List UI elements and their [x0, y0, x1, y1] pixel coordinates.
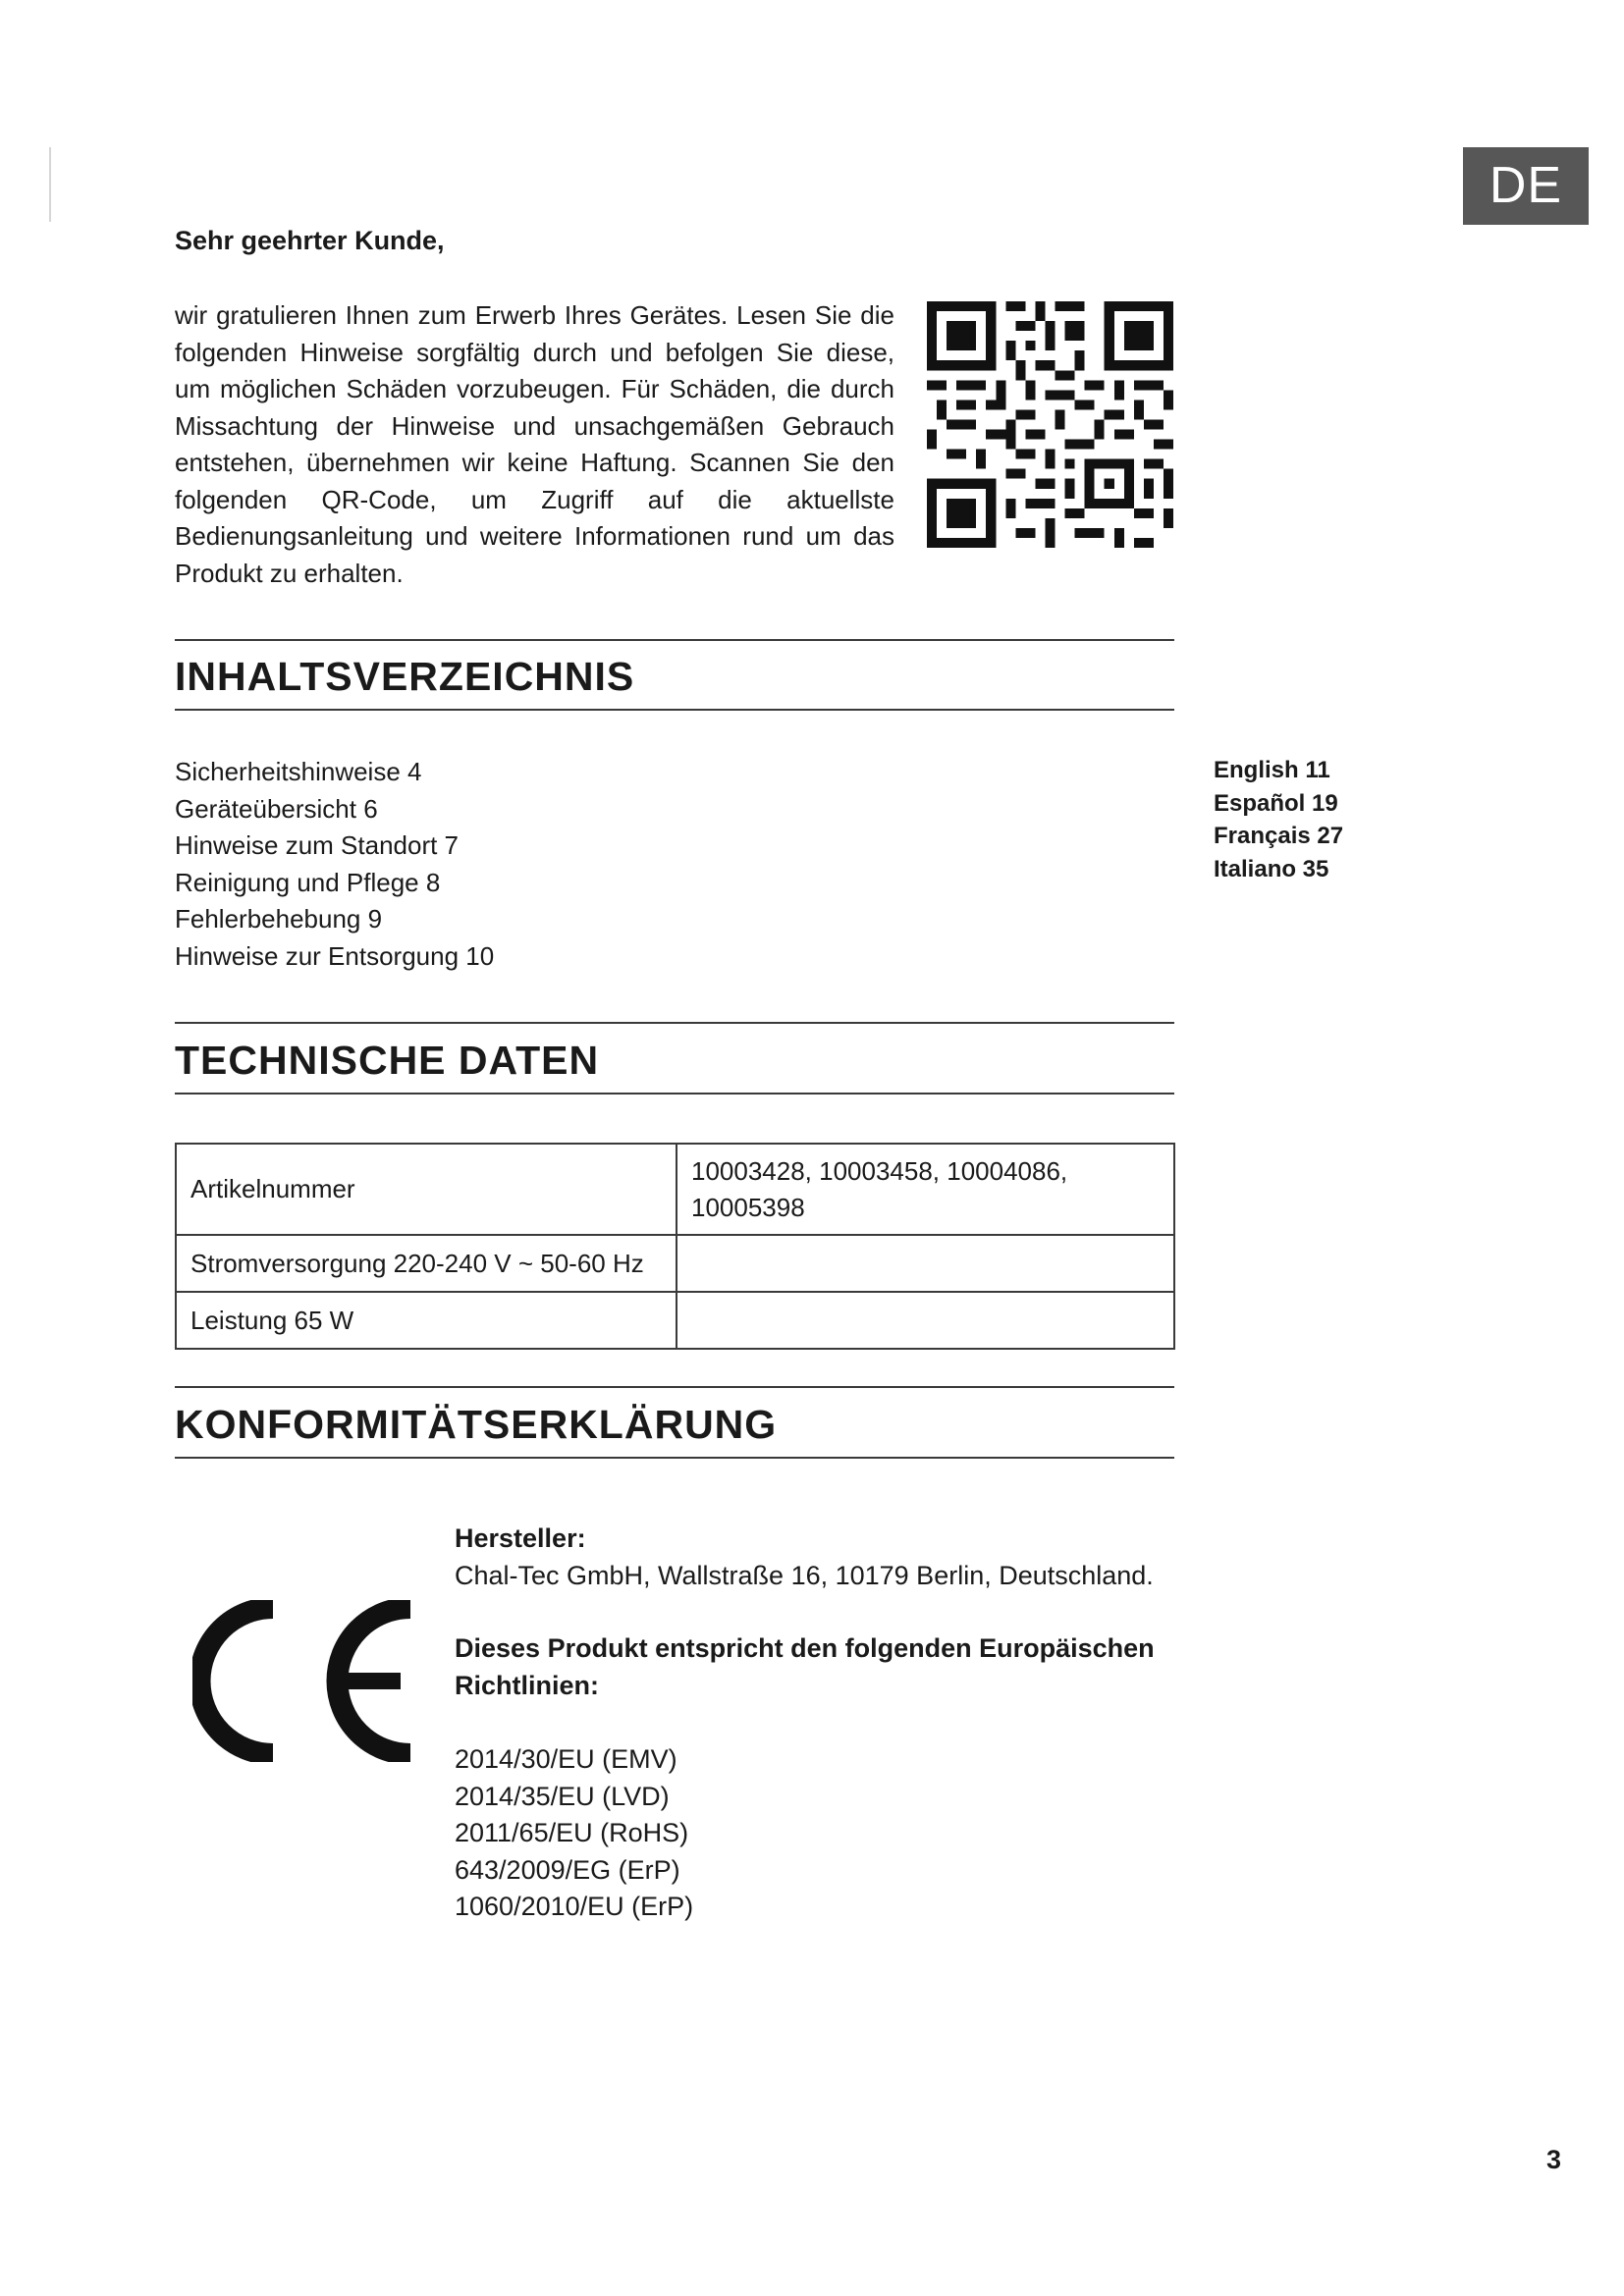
- table-cell-value: [677, 1235, 1174, 1292]
- toc-item[interactable]: Fehlerbehebung 9: [175, 904, 383, 934]
- toc-item[interactable]: Geräteübersicht 6: [175, 793, 378, 824]
- directive-item: 643/2009/EG (ErP): [455, 1854, 680, 1885]
- conformity-heading: KONFORMITÄTSERKLÄRUNG: [175, 1386, 1174, 1459]
- toc-item[interactable]: Hinweise zur Entsorgung 10: [175, 940, 495, 971]
- table-cell-label: Stromversorgung 220-240 V ~ 50-60 Hz: [176, 1235, 677, 1292]
- table-row: [176, 1235, 1174, 1292]
- language-item-italian[interactable]: Italiano 35: [1214, 855, 1329, 882]
- technical-data-table: [175, 1143, 1175, 1350]
- ce-mark-icon: [192, 1600, 416, 1762]
- language-badge: DE: [1463, 147, 1589, 225]
- directive-item: 2014/30/EU (EMV): [455, 1744, 677, 1774]
- table-row: [176, 1144, 1174, 1235]
- table-row: [176, 1292, 1174, 1349]
- manufacturer-address: Chal-Tec GmbH, Wallstraße 16, 10179 Berlin, Deutschland.: [455, 1561, 1154, 1590]
- greeting: Sehr geehrter Kunde,: [175, 226, 445, 255]
- language-index: [1214, 754, 1343, 885]
- toc-item[interactable]: Reinigung und Pflege 8: [175, 867, 441, 897]
- intro-paragraph: wir gratulieren Ihnen zum Erwerb Ihres Gerätes. Lesen Sie die folgenden Hinweise sorgfältig durch und befolgen Sie diese, um möglichen Schäden vorzubeugen. Für Schäden, die durch Missachtung der Hinweise und unsachgemäßen Gebrauch entstehen, übernehmen wir keine Haftung. Scannen Sie den folgenden QR-Code, um Zugriff auf die aktuellste Bedienungsanleitung und weitere Informationen rund um das Produkt zu erhalten.: [175, 300, 894, 588]
- language-item-french[interactable]: Français 27: [1214, 823, 1344, 849]
- language-item-spanish[interactable]: Español 19: [1214, 789, 1338, 817]
- directives-heading: Dieses Produkt entspricht den folgenden Europäischen Richtlinien:: [455, 1633, 1155, 1700]
- toc-heading: INHALTSVERZEICHNIS: [175, 639, 1174, 711]
- table-cell-value: [677, 1292, 1174, 1349]
- page-number: 3: [1545, 2145, 1561, 2174]
- table-cell-value: 10003428, 10003458, 10004086, 10005398: [677, 1144, 1174, 1235]
- table-cell-label: Artikelnummer: [176, 1144, 677, 1235]
- manufacturer-heading: Hersteller:: [455, 1523, 586, 1553]
- toc-item[interactable]: Sicherheitshinweise 4: [175, 757, 422, 786]
- table-cell-label: Leistung 65 W: [176, 1292, 677, 1349]
- language-item-english[interactable]: English 11: [1214, 757, 1330, 783]
- toc-list: [175, 754, 494, 976]
- technical-data-heading: TECHNISCHE DATEN: [175, 1022, 1174, 1095]
- directives-list: [455, 1741, 1181, 1926]
- directive-item: 2011/65/EU (RoHS): [455, 1818, 689, 1847]
- margin-marker: [49, 147, 51, 222]
- toc-item[interactable]: Hinweise zum Standort 7: [175, 830, 460, 861]
- directive-item: 2014/35/EU (LVD): [455, 1781, 670, 1811]
- conformity-details: [455, 1520, 1181, 1926]
- directive-item: 1060/2010/EU (ErP): [455, 1892, 694, 1921]
- qr-code-icon[interactable]: [927, 301, 1173, 548]
